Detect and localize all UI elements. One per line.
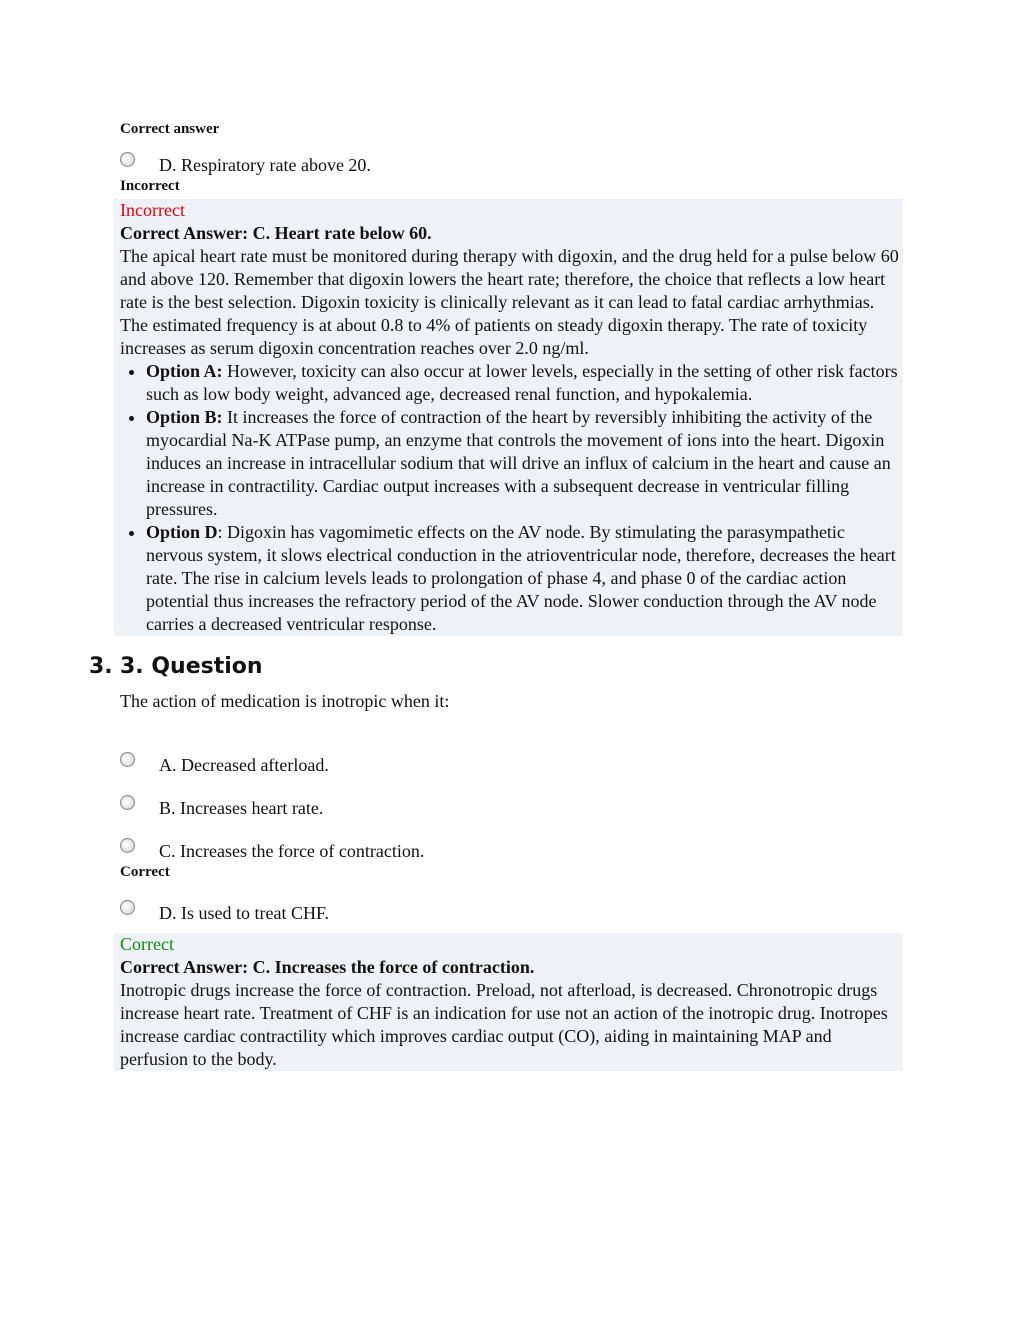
correct-label: Correct (120, 864, 170, 880)
feedback-status: Correct (120, 934, 174, 954)
bullet-text: It increases the force of contraction of the heart by reversibly inhibiting the activity of the myocardial Na-K ATPase pump, an enzyme that controls the movement of ions into the heart. Digoxin induces an increase in intracellular sodium that will drive an influx of calcium in the heart and cause an increase in contractility. Cardiac output increases with a subsequent decrease in ventricular filling pressures. (146, 407, 891, 519)
radio-button-icon[interactable] (120, 152, 135, 167)
question-number: 3. (89, 654, 113, 679)
option-b-text: B. Increases heart rate. (159, 798, 324, 818)
correct-answer-label: Correct answer (120, 121, 220, 137)
feedback-correct-answer: Correct Answer: C. Increases the force of contraction. (120, 957, 535, 977)
option-d-text: D. Respiratory rate above 20. (159, 155, 371, 175)
option-d-text: D. Is used to treat CHF. (159, 903, 330, 923)
feedback-paragraph: Inotropic drugs increase the force of contraction. Preload, not afterload, is decreased. Chronotropic drugs increase heart rate. Treatment of CHF is an indication for use not an action of the inotropic drug. Inotropes increase cardiac contractility which improves cardiac output (CO), aiding in maintaining MAP and perfusion to the body. (120, 980, 888, 1069)
option-d-row[interactable] (120, 902, 903, 925)
feedback-panel-incorrect (114, 199, 903, 636)
option-a-row[interactable] (120, 754, 903, 777)
bullet-label: Option D (146, 522, 218, 542)
option-c-text: C. Increases the force of contraction. (159, 841, 425, 861)
radio-button-icon[interactable] (120, 752, 135, 767)
bullet-text: : Digoxin has vagomimetic effects on the AV node. By stimulating the parasympathetic nervous system, it slows electrical conduction in the atrioventricular node, therefore, decreases the heart rate. The rise in calcium levels leads to prolongation of phase 4, and phase 0 of the cardiac action potential thus increases the refractory period of the AV node. Slower conduction through the AV node carries a decreased ventricular response. (146, 522, 896, 634)
question-text: The action of medication is inotropic when it: (120, 691, 450, 711)
feedback-bullet-option-a (146, 360, 901, 406)
option-d-row[interactable] (120, 154, 903, 177)
option-c-row[interactable] (120, 840, 903, 863)
feedback-bullet-option-b (146, 406, 901, 521)
feedback-status: Incorrect (120, 200, 185, 220)
bullet-label: Option A: (146, 361, 223, 381)
feedback-bullet-option-d (146, 521, 901, 636)
bullet-label: Option B: (146, 407, 223, 427)
feedback-correct-answer: Correct Answer: C. Heart rate below 60. (120, 223, 432, 243)
feedback-panel-correct (114, 933, 903, 1071)
question-title: 3. Question (120, 654, 263, 679)
quiz-results-content (89, 120, 903, 1071)
radio-button-icon[interactable] (120, 838, 135, 853)
incorrect-label: Incorrect (120, 178, 180, 194)
option-b-row[interactable] (120, 797, 903, 820)
question-heading (89, 653, 903, 681)
option-a-text: A. Decreased afterload. (159, 755, 329, 775)
bullet-text: However, toxicity can also occur at lower levels, especially in the setting of other risk factors such as low body weight, advanced age, decreased renal function, and hypokalemia. (146, 361, 898, 404)
radio-button-icon[interactable] (120, 900, 135, 915)
radio-button-icon[interactable] (120, 795, 135, 810)
feedback-paragraph: The apical heart rate must be monitored during therapy with digoxin, and the drug held for a pulse below 60 and above 120. Remember that digoxin lowers the heart rate; therefore, the choice that reflects a low heart rate is the best selection. Digoxin toxicity is clinically relevant as it can lead to fatal cardiac arrhythmias. The estimated frequency is at about 0.8 to 4% of patients on steady digoxin therapy. The rate of toxicity increases as serum digoxin concentration reaches over 2.0 ng/ml. (120, 246, 899, 358)
feedback-bullet-list (120, 360, 901, 636)
